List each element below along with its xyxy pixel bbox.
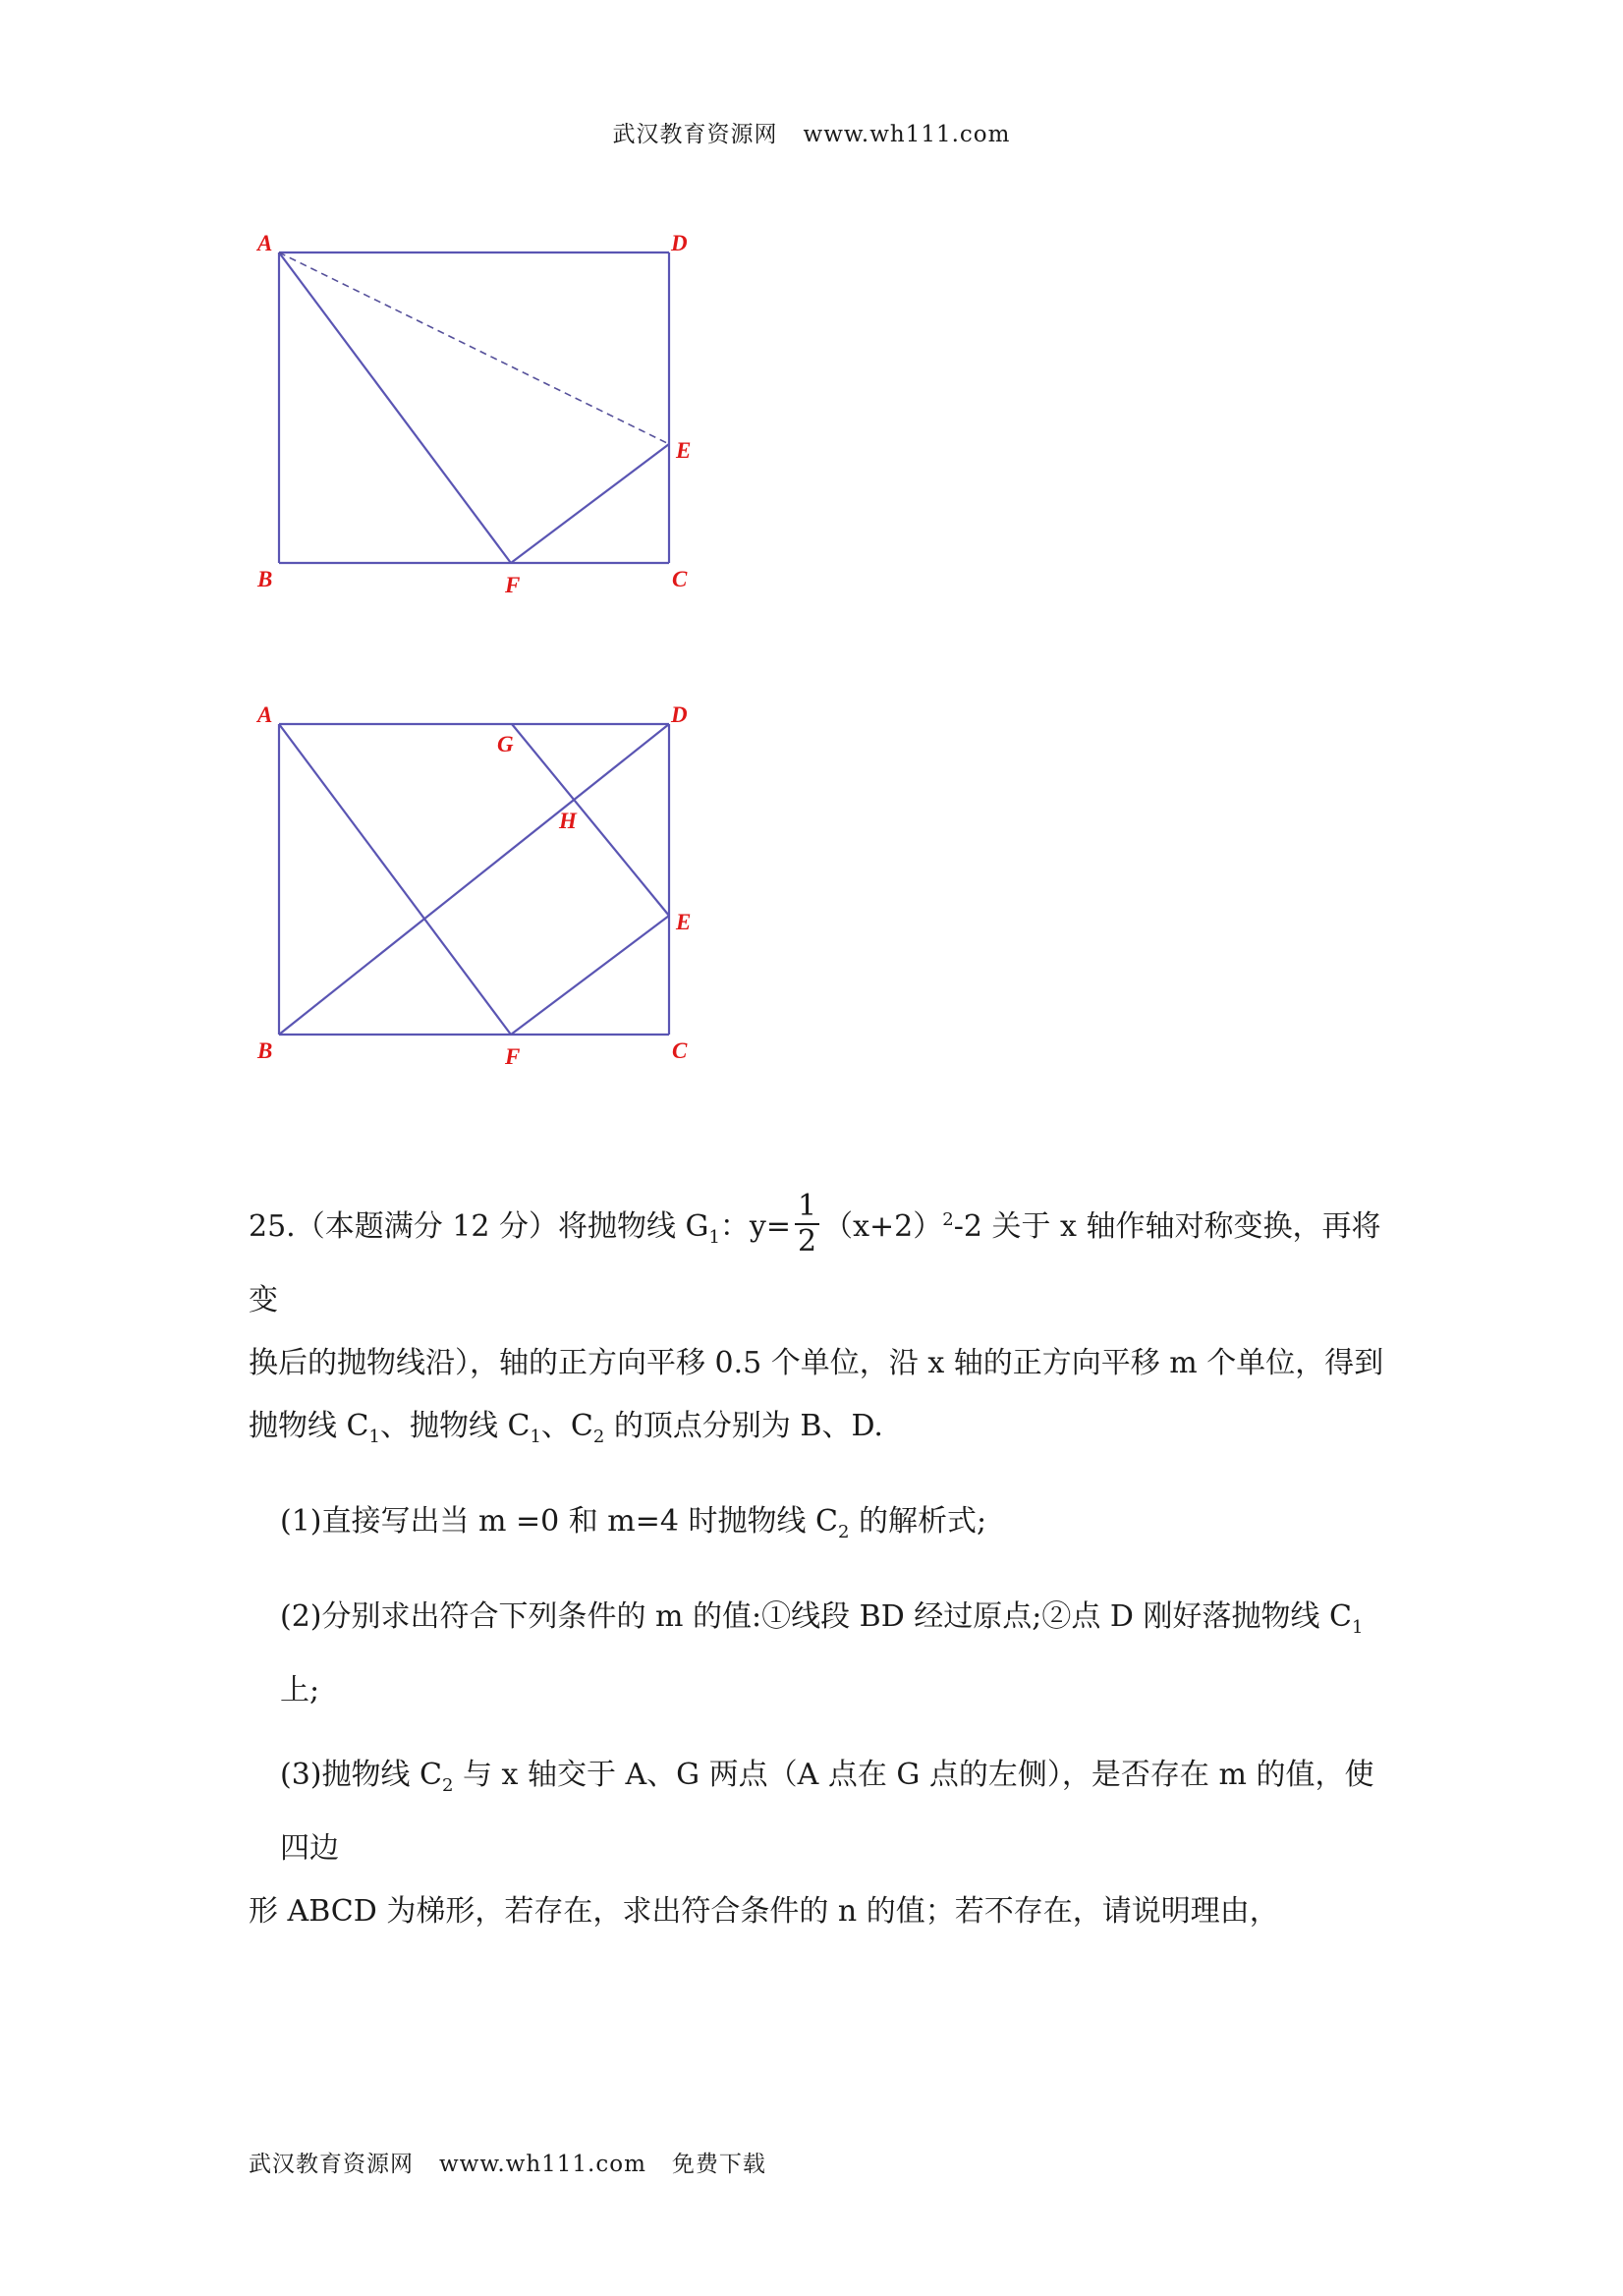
fig1-label-b: B [257,567,273,591]
question-3-continued: 形 ABCD 为梯形，若存在，求出符合条件的 n 的值；若不存在，请说明理由， [249,1894,1279,1929]
fig2-label-b: B [257,1038,273,1063]
footer-url: www.wh111.com [439,2152,646,2177]
fig2-label-c: C [672,1038,688,1063]
fig2-segment-af [279,724,511,1035]
fraction-one-half: $\frac{1}{2}$ [795,1190,819,1259]
figure-2 [255,702,691,1069]
fig1-label-d: D [671,231,688,255]
question-3: (3)抛物线 $C_2$ 与 x 轴交于 A、G 两点（A 点在 G 点的左侧），是否存在 m 的值，使四边 [280,1758,1374,1866]
page-footer [249,2146,792,2178]
fig1-segment-fe [511,444,669,563]
fig1-label-f: F [505,573,521,597]
question-2: (2)分别求出符合下列条件的 m 的值:①线段 BD 经过原点;②点 D 刚好落抛物线 $C_1$ 上; [280,1599,1364,1708]
problem-25 [249,1189,1388,1943]
problem-line-3: 抛物线 $C_1$、抛物线 $C_1$、$C_2$ 的顶点分别为 B、D. [249,1409,883,1447]
fig2-diagonal-bd [279,724,669,1035]
fig1-segment-af [279,252,511,563]
question-1: (1)直接写出当 m =0 和 m=4 时抛物线 $C_2$ 的解析式; [280,1504,987,1542]
footer-download: 免费下载 [671,2152,766,2177]
problem-line-1: 25.（本题满分 12 分）将抛物线 $G_1$：y= $\frac{1}{2}$ $(x+2)^2-2$ 关于 x 轴作轴对称变换，再将变 [249,1189,1381,1317]
fig2-label-f: F [505,1044,521,1069]
fig2-label-d: D [671,702,688,727]
footer-site-name: 武汉教育资源网 [249,2152,414,2177]
fig1-dashed-ae [279,252,669,444]
problem-line-2: 换后的抛物线沿），轴的正方向平移 0.5 个单位，沿 x 轴的正方向平移 m 个单位，得到 [249,1346,1384,1380]
fig2-label-g: G [497,732,514,756]
header-url: www.wh111.com [803,122,1011,147]
fig2-label-h: H [559,809,577,833]
header-site-name: 武汉教育资源网 [612,122,778,147]
fig2-label-e: E [676,910,692,934]
fig1-label-e: E [676,438,692,463]
fig1-label-a: A [257,231,273,255]
fig2-label-a: A [257,702,273,727]
fig1-label-c: C [672,567,688,591]
fig2-segment-fe [511,916,669,1035]
figure-1 [255,231,691,597]
fig2-segment-ge [512,724,669,916]
